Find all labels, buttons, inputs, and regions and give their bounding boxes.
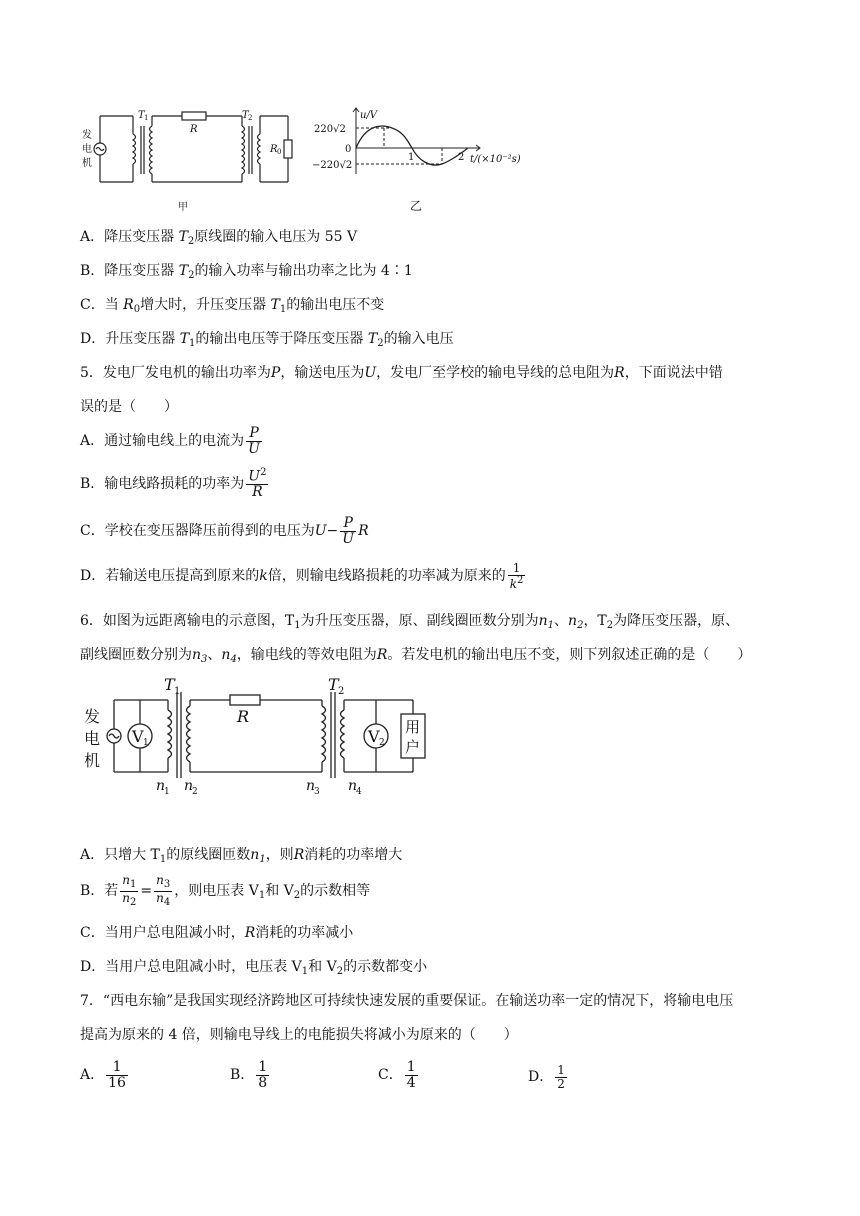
n4-sub: 4 — [356, 787, 362, 797]
q7-stem-line2: 提高为原来的 4 倍，则输电导线上的电能损失将减小为原来的（ ） — [80, 1027, 518, 1043]
T1-label: T — [164, 676, 175, 694]
load-sub: 0 — [277, 148, 282, 156]
q7-choice-d: D． $\frac{1}{2}$ — [528, 1063, 565, 1091]
t1-label: T — [138, 110, 145, 121]
q5-option-b: B．输电线路损耗的功率为 $\frac{U^2}{R}$ — [80, 467, 267, 501]
user-char-2: 户 — [405, 738, 421, 756]
generator-char-1: 发 — [82, 130, 92, 141]
caption-jia: 甲 — [178, 202, 188, 213]
q6-option-c: C．当用户总电阻减小时，R消耗的功率减小 — [80, 925, 354, 941]
q4-option-d: D．升压变压器 $T_1$的输出电压等于降压变压器 $T_2$的输入电压 — [80, 331, 454, 349]
q4-option-b: B．降压变压器 $T_2$的输入功率与输出功率之比为 4∶1 — [80, 263, 413, 281]
n3-label: n — [306, 778, 316, 794]
gen-char-2: 电 — [84, 729, 101, 748]
gen-char-1: 发 — [84, 707, 101, 726]
q5-stem-line2: 误的是（ ） — [80, 399, 178, 415]
t2-sub: 2 — [248, 114, 253, 122]
tick-1: 1 — [408, 152, 415, 163]
generator-char-2: 电 — [82, 144, 92, 155]
V2-label: V — [368, 727, 380, 746]
q6-stem-line2: 副线圈匝数分别为$n_3$、$n_4$，输电线的等效电阻为R。若发电机的输出电压不变，则下列叙述正确的是（ ） — [80, 647, 752, 665]
q6-option-a: A．只增大 $T_1$的原线圈匝数$n_1$，则R消耗的功率增大 — [80, 847, 403, 865]
T1-sub: 1 — [174, 686, 181, 697]
V1-sub: 1 — [143, 738, 149, 748]
q7-choice-a: A． $\frac{1}{16}$ — [80, 1059, 126, 1091]
T2-label: T — [328, 676, 339, 694]
q7-choice-c: C． $\frac{1}{4}$ — [378, 1059, 416, 1091]
q5-option-a: A．通过输电线上的电流为 $\frac{P}{U}$ — [80, 425, 260, 457]
V1-label: V — [132, 727, 144, 746]
n2-sub: 2 — [192, 787, 198, 797]
generator-char-3: 机 — [82, 158, 92, 169]
n1-label: n — [156, 778, 166, 794]
q4-option-a: A．降压变压器 $T_2$原线圈的输入电压为 55 V — [80, 229, 358, 247]
load-label: R — [270, 144, 278, 155]
V2-sub: 2 — [379, 738, 385, 748]
user-char-1: 用 — [405, 718, 421, 736]
y-zero-label: 0 — [345, 144, 352, 155]
y-top-label: 220√2 — [314, 124, 346, 135]
q7-choice-b: B． $\frac{1}{8}$ — [230, 1059, 268, 1091]
caption-yi: 乙 — [410, 199, 423, 213]
q6-stem-line1: 6．如图为远距离输电的示意图，$T_1$为升压变压器，原、副线圈匝数分别为$n_1$、$n_2$，$T_2$为降压变压器，原、 — [80, 613, 740, 631]
resistor-label: R — [190, 124, 198, 135]
t-axis-label: t/(×10⁻²s) — [470, 154, 521, 165]
n3-sub: 3 — [314, 787, 320, 797]
circuit-figure-q6 — [80, 676, 440, 806]
n1-sub: 1 — [164, 787, 170, 797]
q6-option-b: B．若 $\frac{n_1}{n_2}$ = $\frac{n_3}{n_4}$ ，则电压表 $V_1$和 $V_2$的示数相等 — [80, 873, 371, 908]
q5-stem-line1: 5．发电厂发电机的输出功率为P，输送电压为U，发电厂至学校的输电导线的总电阻为R，下面说法中错 — [80, 365, 723, 381]
q6-option-d: D．当用户总电阻减小时，电压表 $V_1$和 $V_2$的示数都变小 — [80, 959, 428, 977]
q4-option-c: C．当 $R_0$增大时，升压变压器 $T_1$的输出电压不变 — [80, 297, 385, 315]
q7-stem-line1: 7．“西电东输”是我国实现经济跨地区可持续快速发展的重要保证。在输送功率一定的情况下，将输电电压 — [80, 993, 734, 1009]
T2-sub: 2 — [338, 686, 345, 697]
t1-sub: 1 — [144, 114, 149, 122]
q5-option-d: D．若输送电压提高到原来的k倍，则输电线路损耗的功率减为原来的 $\frac{1}{k^2}$ — [80, 561, 524, 591]
t2-label: T — [242, 110, 249, 121]
y-bottom-label: −220√2 — [312, 160, 353, 171]
waveform-figure-yi — [312, 104, 542, 214]
q5-option-c: C．学校在变压器降压前得到的电压为U− $\frac{P}{U}$ R — [80, 515, 369, 547]
tick-2: 2 — [458, 152, 465, 163]
n2-label: n — [184, 778, 194, 794]
R-label: R — [237, 707, 250, 726]
gen-char-3: 机 — [84, 751, 101, 770]
u-axis-label: u/V — [360, 110, 378, 121]
n4-label: n — [348, 778, 358, 794]
